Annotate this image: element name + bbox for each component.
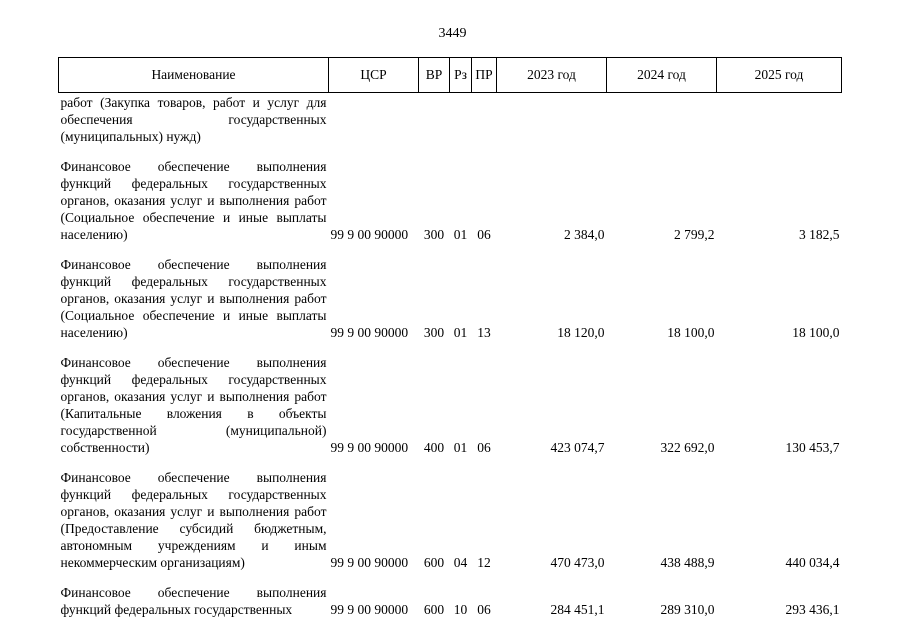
row-2023 [497, 93, 607, 159]
row-rz: 01 [453, 227, 468, 242]
row-2023: 2 384,0 [564, 227, 605, 242]
header-csr: ЦСР [329, 58, 419, 93]
row-2024: 2 799,2 [674, 227, 715, 242]
row-pr: 06 [477, 440, 491, 455]
row-rz [450, 93, 472, 159]
row-rz: 01 [453, 440, 468, 455]
row-2023: 284 451,1 [550, 602, 605, 617]
header-name: Наименование [59, 58, 329, 93]
row-2025 [717, 93, 842, 159]
header-pr: ПР [472, 58, 497, 93]
table-row [59, 158, 842, 256]
row-2025: 293 436,1 [785, 602, 840, 617]
row-csr: 99 9 00 90000 [330, 227, 409, 242]
row-2024: 18 100,0 [667, 325, 715, 340]
page-number: 3449 [438, 26, 467, 41]
row-name: Финансовое обеспечение выполнения функций федеральных государственных органов, оказания услуг и выполнения работ (Социальное обеспечение и иные выплаты населению) [60, 257, 327, 340]
table-header-row [59, 58, 842, 93]
row-2025: 440 034,4 [785, 555, 840, 570]
budget-table [58, 57, 842, 618]
row-2025: 3 182,5 [799, 227, 840, 242]
row-csr: 99 9 00 90000 [330, 440, 409, 455]
header-2025: 2025 год [717, 58, 842, 93]
row-2024: 289 310,0 [660, 602, 715, 617]
row-2024 [607, 93, 717, 159]
table-row [59, 584, 842, 618]
row-vr [419, 93, 450, 159]
row-2025: 18 100,0 [792, 325, 840, 340]
row-csr: 99 9 00 90000 [330, 555, 409, 570]
row-rz: 01 [453, 325, 468, 340]
row-pr: 06 [477, 602, 491, 617]
row-vr: 600 [423, 555, 445, 570]
row-name: Финансовое обеспечение выполнения функций федеральных государственных органов, оказания услуг и выполнения работ (Предоставление субсидий бюджетным, автономным учреждениям и иным некоммерческим организациям) [60, 470, 327, 570]
table-row [59, 93, 842, 159]
header-2023: 2023 год [497, 58, 607, 93]
row-2025: 130 453,7 [785, 440, 840, 455]
header-rz: Рз [450, 58, 472, 93]
header-vr: ВР [419, 58, 450, 93]
row-rz: 04 [453, 555, 468, 570]
row-2024: 438 488,9 [660, 555, 715, 570]
header-2024: 2024 год [607, 58, 717, 93]
row-name: Финансовое обеспечение выполнения функций федеральных государственных органов, оказания услуг и выполнения работ (Капитальные вложения в объекты государственной (муниципальной) собственности) [60, 355, 327, 455]
row-name: Финансовое обеспечение выполнения функций федеральных государственных органов, оказания услуг и выполнения работ (Социальное обеспечение и иные выплаты населению) [60, 159, 327, 242]
row-pr: 06 [477, 227, 491, 242]
row-2023: 470 473,0 [550, 555, 605, 570]
row-2023: 423 074,7 [550, 440, 605, 455]
row-csr [329, 93, 419, 159]
row-pr [472, 93, 497, 159]
row-2024: 322 692,0 [660, 440, 715, 455]
row-name: работ (Закупка товаров, работ и услуг для обеспечения государственных (муниципальных) нужд) [60, 95, 327, 144]
row-pr: 12 [477, 555, 491, 570]
table-row [59, 354, 842, 469]
table-row [59, 256, 842, 354]
row-vr: 600 [423, 602, 445, 617]
row-csr: 99 9 00 90000 [330, 325, 409, 340]
row-vr: 300 [423, 227, 445, 242]
row-csr: 99 9 00 90000 [330, 602, 409, 617]
table-row [59, 469, 842, 584]
row-rz: 10 [453, 602, 468, 617]
row-pr: 13 [477, 325, 491, 340]
row-vr: 300 [423, 325, 445, 340]
row-2023: 18 120,0 [557, 325, 605, 340]
row-name: Финансовое обеспечение выполнения функций федеральных государственных [60, 585, 327, 617]
row-vr: 400 [423, 440, 445, 455]
